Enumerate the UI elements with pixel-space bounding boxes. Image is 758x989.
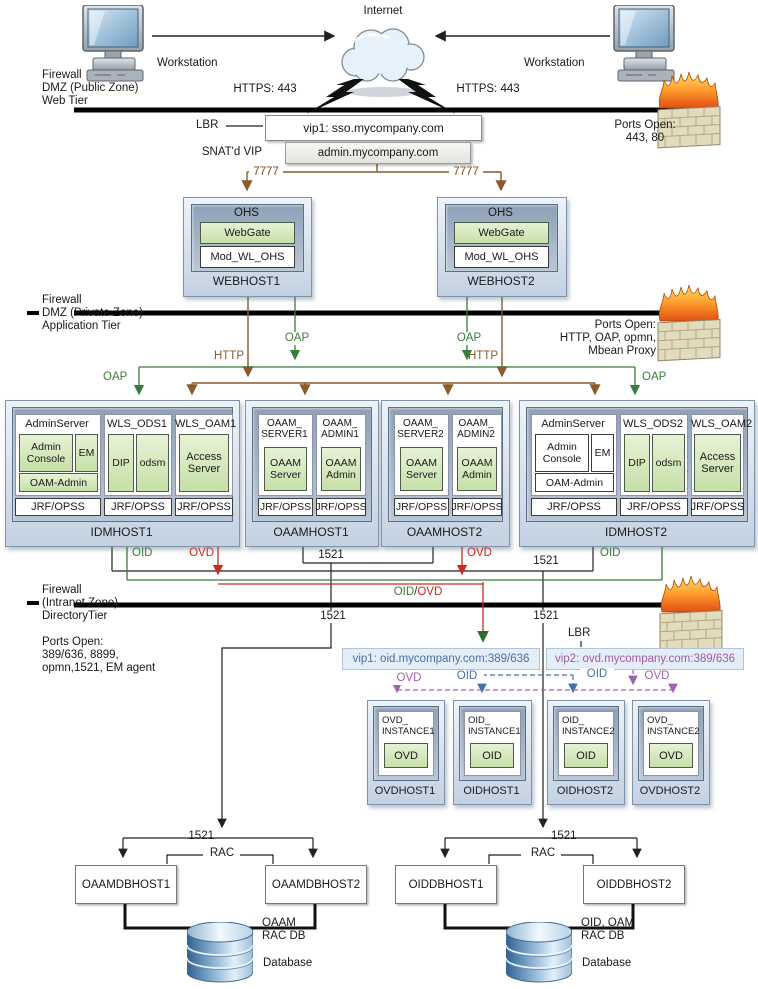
port-1521-dbright-label: 1521 [551, 830, 577, 842]
oidhost1-product-box: OID [470, 743, 514, 768]
internet-label: Internet [363, 5, 403, 17]
idmhost2-access-server-box: Access Server [694, 434, 741, 492]
webhost2-webgate-box: WebGate [454, 222, 549, 244]
firewall-dir-label: Firewall (Intranet Zone) DirectoryTier [42, 584, 119, 622]
oap-bus-right-label: OAP [642, 371, 667, 383]
workstation-right-icon [614, 5, 674, 81]
ovdhost2-instance-label: OVD_ INSTANCE2 [647, 715, 700, 737]
oaamhost1-server-box: OAAM Server [264, 447, 307, 491]
webhost2-modwlohs-box: Mod_WL_OHS [454, 246, 549, 268]
oap-bus-left-label: OAP [103, 371, 128, 383]
https-right-label: HTTPS: 443 [456, 83, 520, 95]
ovdhost2-name: OVDHOST2 [639, 785, 701, 797]
idmhost2-name: IDMHOST2 [604, 525, 667, 539]
oap-web1-label: OAP [281, 332, 313, 345]
http-right-label: HTTP [467, 350, 498, 362]
rac-right-label: RAC [525, 847, 561, 860]
port-1521-idm-label: 1521 [533, 555, 559, 567]
idmhost2-adminserver-title: AdminServer [541, 418, 605, 430]
idmhost1-name: IDMHOST1 [90, 525, 153, 539]
ovd-dash-left-label: OVD [392, 672, 426, 685]
oaamdbhost2-box: OAAMDBHOST2 [265, 865, 367, 904]
oaamhost2-admin-title: OAAM_ ADMIN2 [457, 418, 495, 440]
webhost1-webgate-box: WebGate [200, 222, 295, 244]
vip-admin-box: admin.mycompany.com [285, 142, 471, 164]
firewall-app-label: Firewall DMZ (Private Zone) Application Tier [42, 294, 143, 332]
ovdhost2-product-box: OVD [649, 743, 693, 768]
idmhost1-access-server-box: Access Server [179, 434, 229, 492]
oiddbhost2-box: OIDDBHOST2 [583, 865, 685, 904]
webhost2-ohs-label: OHS [488, 207, 513, 219]
webhost1-name: WEBHOST1 [212, 274, 281, 288]
database-right-caption: Database [582, 957, 632, 969]
port-1521-oaam-label: 1521 [318, 549, 344, 561]
firewall-brick-dir-icon [660, 576, 722, 652]
oaamhost1-name: OAAMHOST1 [273, 525, 349, 539]
oidhost2-product-box: OID [564, 743, 608, 768]
idmhost1-adminserver-title: AdminServer [25, 418, 89, 430]
vip-sso-box: vip1: sso.mycompany.com [265, 115, 482, 141]
oap-web2-label: OAP [453, 332, 485, 345]
workstation-left-label: Workstation [157, 57, 218, 69]
workstation-right-label: Workstation [524, 57, 585, 69]
firewall-web-label: Firewall DMZ (Public Zone) Web Tier [42, 69, 139, 107]
ovd-part: OVD [417, 586, 443, 598]
ports-open-dir-label: Ports Open: 389/636, 8899, opmn,1521, EM agent [42, 636, 156, 674]
idmhost1-dip-box: DIP [108, 434, 134, 492]
oaamdbhost1-box: OAAMDBHOST1 [75, 865, 177, 904]
oaamhost1-jrf2-box: JRF/OPSS [316, 498, 366, 516]
ovdhost1-name: OVDHOST1 [374, 785, 436, 797]
idmhost1-jrf1-box: JRF/OPSS [15, 498, 101, 516]
database-left-caption: Database [263, 957, 313, 969]
oid-dash-right-label: OID [580, 668, 614, 681]
idmhost1-jrf2-box: JRF/OPSS [104, 498, 172, 516]
oid-part: OID [393, 586, 415, 598]
firewall-dash-dir [27, 601, 39, 605]
webhost1-ohs-label: OHS [234, 207, 259, 219]
rac-left-label: RAC [204, 847, 240, 860]
port-1521-below-right-label: 1521 [527, 610, 565, 623]
oaamhost2-name: OAAMHOST2 [406, 525, 483, 539]
oid-left-label: OID [132, 547, 153, 559]
http-left-label: HTTP [213, 350, 244, 362]
database-cylinder-right-icon [506, 922, 572, 982]
idmhost2-admin-console-box: Admin Console [535, 434, 589, 472]
lbr-label: LBR [196, 119, 219, 131]
idmhost2-jrf3-box: JRF/OPSS [691, 498, 744, 516]
https-left-label: HTTPS: 443 [233, 83, 297, 95]
oaamhost1-admin-box: OAAM Admin [321, 447, 361, 491]
ovd-left-label: OVD [189, 547, 214, 559]
oaamhost1-server-title: OAAM_ SERVER1 [261, 418, 308, 440]
idmhost1-wlsods1-title: WLS_ODS1 [107, 418, 167, 430]
vip-ovd-box: vip2: ovd.mycompany.com:389/636 [546, 648, 744, 670]
oaamhost2-admin-box: OAAM Admin [457, 447, 497, 491]
oaamhost2-jrf2-box: JRF/OPSS [452, 498, 502, 516]
lbr-dir-label: LBR [568, 627, 591, 639]
webhost1-modwlohs-box: Mod_WL_OHS [200, 246, 295, 268]
idmhost2-wlsoam2-title: WLS_OAM2 [691, 418, 753, 430]
idmhost1-wlsoam1-title: WLS_OAM1 [175, 418, 237, 430]
oid-ovd-combined-label [390, 586, 446, 599]
idmhost2-dip-box: DIP [624, 434, 650, 492]
oid-right-label: OID [600, 547, 621, 559]
idmhost2-jrf1-box: JRF/OPSS [531, 498, 617, 516]
idmhost1-jrf3-box: JRF/OPSS [175, 498, 233, 516]
port-1521-below-left-label: 1521 [314, 610, 352, 623]
idmhost1-em-box: EM [75, 434, 98, 472]
oaamhost1-jrf1-box: JRF/OPSS [258, 498, 313, 516]
webhost2-name: WEBHOST2 [467, 274, 535, 288]
oidhost2-name: OIDHOST2 [556, 785, 614, 797]
oaam-racdb-label: OAAM RAC DB [262, 917, 306, 942]
idmhost1-admin-console-box: Admin Console [19, 434, 73, 472]
slash-part: / [414, 586, 418, 598]
idmhost2-oam-admin-box: OAM-Admin [535, 473, 614, 492]
firewall-dash-app [27, 311, 39, 315]
ovdhost1-instance-label: OVD_ INSTANCE1 [382, 715, 435, 737]
idmhost2-em-box: EM [591, 434, 614, 472]
port-7777-left-label: 7777 [249, 166, 283, 179]
oaamhost2-server-box: OAAM Server [400, 447, 443, 491]
oaamhost2-server-title: OAAM_ SERVER2 [397, 418, 444, 440]
idmhost2-odsm-box: odsm [652, 434, 685, 492]
oiddbhost1-box: OIDDBHOST1 [395, 865, 497, 904]
oid-oam-racdb-label: OID, OAM RAC DB [581, 917, 635, 942]
snat-vip-label: SNAT'd VIP [201, 146, 262, 158]
database-cylinder-left-icon [187, 922, 253, 982]
firewall-brick-app-icon [658, 285, 720, 361]
oidhost2-instance-label: OID_ INSTANCE2 [562, 715, 615, 737]
ovd-dash-right-label: OVD [640, 670, 674, 683]
ports-open-app-label: Ports Open: HTTP, OAP, opmn, Mbean Proxy [559, 319, 656, 357]
oidhost1-instance-label: OID_ INSTANCE1 [468, 715, 521, 737]
ovd-right-label: OVD [467, 547, 492, 559]
idmhost1-odsm-box: odsm [136, 434, 169, 492]
vip-oid-box: vip1: oid.mycompany.com:389/636 [342, 648, 540, 670]
idmhost2-wlsods2-title: WLS_ODS2 [623, 418, 683, 430]
ovdhost1-product-box: OVD [384, 743, 428, 768]
port-7777-right-label: 7777 [449, 166, 483, 179]
oaamhost1-admin-title: OAAM_ ADMIN1 [321, 418, 359, 440]
oaamhost2-jrf1-box: JRF/OPSS [394, 498, 449, 516]
oidhost1-name: OIDHOST1 [463, 785, 520, 797]
oid-dash-left-label: OID [450, 670, 484, 683]
ports-open-web-label: Ports Open: 443, 80 [614, 119, 676, 144]
idmhost2-jrf2-box: JRF/OPSS [620, 498, 688, 516]
idmhost1-oam-admin-box: OAM-Admin [19, 473, 98, 492]
port-1521-dbleft-label: 1521 [188, 830, 214, 842]
